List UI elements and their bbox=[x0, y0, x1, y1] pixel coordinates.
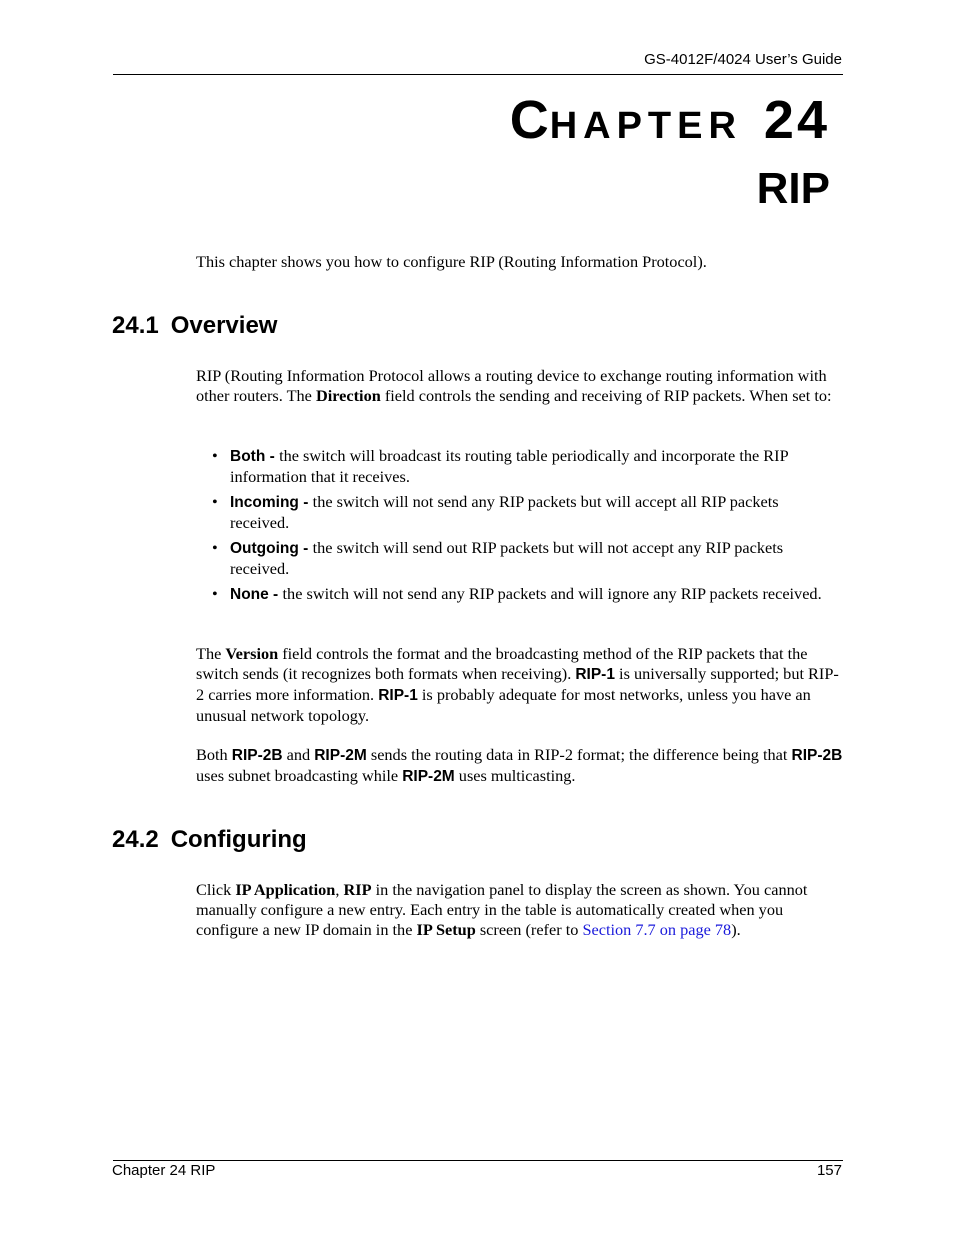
text-run: uses subnet broadcasting while bbox=[196, 766, 403, 785]
list-item-term: Outgoing - bbox=[230, 540, 313, 557]
bold-term: RIP-2M bbox=[314, 747, 367, 764]
text-run: Both bbox=[196, 745, 232, 764]
bold-term: IP Setup bbox=[416, 920, 476, 939]
overview-paragraph-3 bbox=[196, 745, 846, 787]
configuring-paragraph bbox=[196, 880, 846, 940]
footer-rule bbox=[113, 1160, 843, 1161]
header-rule bbox=[113, 74, 843, 75]
chapter-word-rest: HAPTER bbox=[549, 105, 742, 147]
bold-term: RIP-2B bbox=[231, 747, 283, 764]
text-run: in the navigation panel to display the screen as shown. You cannot manually configure a new entry. Each entry in the table is automatically created when you configure a new IP domain in the bbox=[196, 880, 808, 939]
section-cross-reference-link[interactable]: Section 7.7 on page 78 bbox=[582, 920, 732, 939]
section-number: 24.2 bbox=[112, 826, 159, 853]
text-run: uses multicasting. bbox=[454, 766, 576, 785]
bold-term: RIP bbox=[343, 880, 372, 899]
text-run: Click bbox=[196, 880, 236, 899]
list-item-text: the switch will not send any RIP packets but will accept all RIP packets received. bbox=[230, 492, 779, 532]
list-item: • Outgoing - the switch will send out RIP packets but will not accept any RIP packets received. bbox=[212, 538, 784, 578]
text-run: is probably adequate for most networks, unless you have an unusual network topology. bbox=[196, 685, 811, 725]
text-run: and bbox=[282, 745, 315, 764]
chapter-word-initial: C bbox=[509, 90, 550, 150]
direction-options-list bbox=[196, 446, 836, 610]
text-run: The bbox=[196, 644, 226, 663]
section-heading-overview bbox=[112, 312, 277, 340]
list-item: • Both - the switch will broadcast its routing table periodically and incorporate the RIP information that it receives. bbox=[212, 446, 789, 486]
chapter-name: RIP bbox=[756, 164, 830, 213]
list-item-text: the switch will not send any RIP packets and will ignore any RIP packets received. bbox=[282, 584, 822, 603]
list-item-text: the switch will broadcast its routing table periodically and incorporate the RIP information that it receives. bbox=[230, 446, 789, 486]
page-number: 157 bbox=[816, 1162, 842, 1179]
bold-term: RIP-2M bbox=[402, 768, 455, 785]
list-item: • None - the switch will not send any RIP packets and will ignore any RIP packets received. bbox=[212, 584, 822, 603]
text-run: , bbox=[335, 880, 344, 899]
list-item-term: Both - bbox=[230, 448, 280, 465]
bold-term: Direction bbox=[315, 386, 381, 405]
bold-term: Version bbox=[225, 644, 279, 663]
text-run: field controls the sending and receiving of RIP packets. When set to: bbox=[380, 386, 832, 405]
chapter-title bbox=[509, 90, 830, 213]
list-item-term: None - bbox=[230, 586, 283, 603]
text-run: sends the routing data in RIP-2 format; the difference being that bbox=[366, 745, 792, 764]
chapter-label bbox=[509, 90, 830, 150]
text-run: screen (refer to bbox=[475, 920, 583, 939]
list-item-text: the switch will send out RIP packets but will not accept any RIP packets received. bbox=[230, 538, 784, 578]
list-item-term: Incoming - bbox=[230, 494, 313, 511]
section-number: 24.1 bbox=[112, 312, 159, 339]
section-heading-configuring bbox=[112, 826, 307, 854]
footer-chapter-label: Chapter 24 RIP bbox=[112, 1162, 216, 1179]
list-item: • Incoming - the switch will not send any RIP packets but will accept all RIP packets received. bbox=[212, 492, 779, 532]
bold-term: RIP-2B bbox=[791, 747, 843, 764]
text-run: is universally supported; but RIP-2 carries more information. bbox=[196, 664, 839, 704]
overview-paragraph-1 bbox=[196, 366, 846, 406]
text-run: ). bbox=[731, 920, 741, 939]
bold-term: IP Application bbox=[235, 880, 336, 899]
running-header: GS-4012F/4024 User’s Guide bbox=[644, 51, 842, 68]
text-run: RIP (Routing Information Protocol allows a routing device to exchange routing information with other routers. The bbox=[196, 366, 827, 405]
bold-term: RIP-1 bbox=[575, 666, 615, 683]
bold-term: RIP-1 bbox=[378, 687, 418, 704]
section-title: Overview bbox=[170, 312, 278, 339]
chapter-number: 24 bbox=[763, 90, 830, 150]
intro-text: This chapter shows you how to configure RIP (Routing Information Protocol). bbox=[196, 252, 707, 271]
overview-paragraph-2 bbox=[196, 644, 846, 726]
text-run: field controls the format and the broadcasting method of the RIP packets that the switch sends (it recognizes both formats when receiving). bbox=[196, 644, 808, 683]
intro-paragraph bbox=[196, 252, 846, 272]
section-title: Configuring bbox=[170, 826, 307, 853]
